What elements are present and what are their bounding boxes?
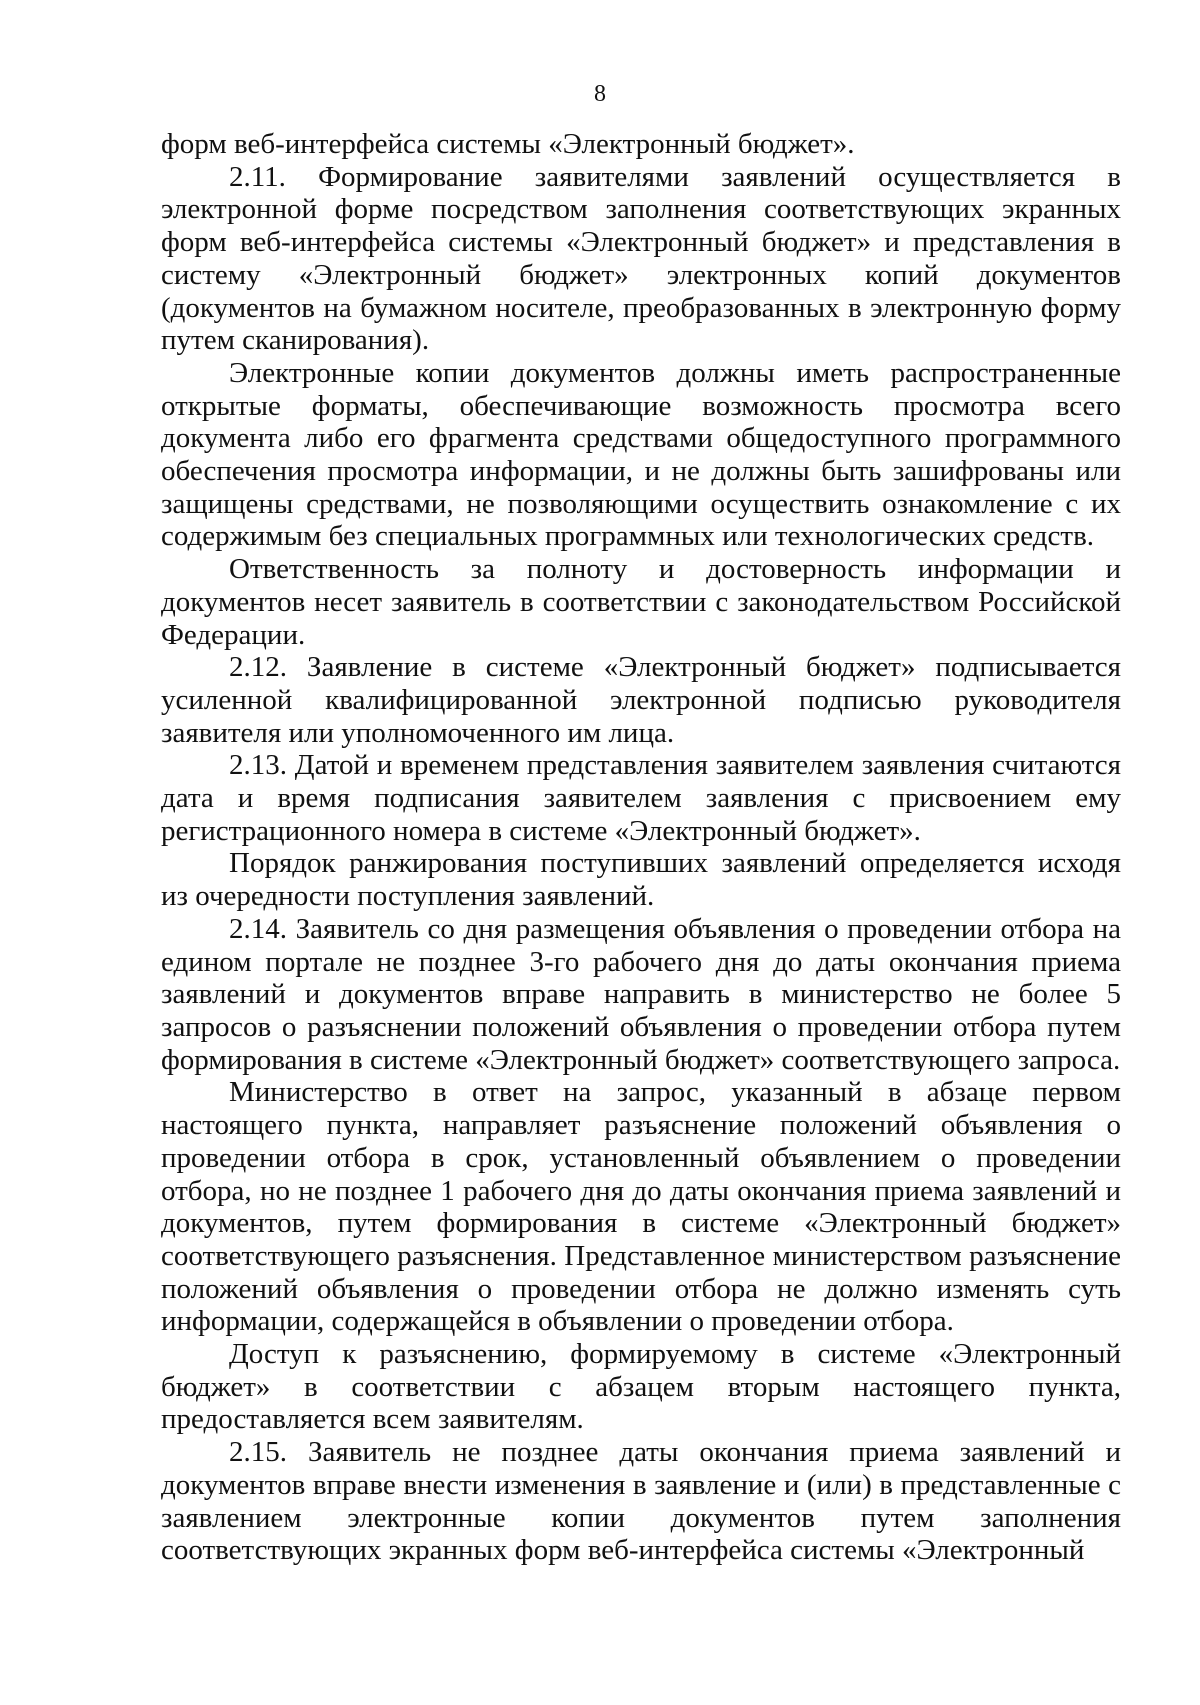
page-number: 8 [594, 81, 606, 107]
paragraph-2-11: 2.11. Формирование заявителями заявлений осуществляется в электронной форме посредством заполнения соответствующих экранных форм веб-интерфейса системы «Электронный бюджет» и представления в систему «Электронный бюджет» электронных копий документов (документов на бумажном носителе, преобразованных в электронную форму путем сканирования). [161, 160, 1121, 357]
paragraph-ministry-response: Министерство в ответ на запрос, указанный в абзаце первом настоящего пункта, направляет разъяснение положений объявления о проведении отбора в срок, установленный объявлением о проведении отбора, но не позднее 1 рабочего дня до даты окончания приема заявлений и документов, путем формирования в системе «Электронный бюджет» соответствующего разъяснения. Представленное министерством разъяснение положений объявления о проведении отбора не должно изменять суть информации, содержащейся в объявлении о проведении отбора. [161, 1076, 1121, 1338]
paragraph-continuation: форм веб-интерфейса системы «Электронный бюджет». [161, 128, 855, 160]
paragraph-access: Доступ к разъяснению, формируемому в системе «Электронный бюджет» в соответствии с абзацем вторым настоящего пункта, предоставляется всем заявителям. [161, 1338, 1121, 1436]
document-body [161, 128, 1121, 1567]
paragraph-2-14: 2.14. Заявитель со дня размещения объявления о проведении отбора на едином портале не позднее 3-го рабочего дня до даты окончания приема заявлений и документов вправе направить в министерство не более 5 запросов о разъяснении положений объявления о проведении отбора путем формирования в системе «Электронный бюджет» соответствующего запроса. [161, 912, 1121, 1076]
paragraph-ranking: Порядок ранжирования поступивших заявлений определяется исходя из очередности поступления заявлений. [161, 847, 1121, 913]
paragraph-2-15: 2.15. Заявитель не позднее даты окончания приема заявлений и документов вправе внести изменения в заявление и (или) в представленные с заявлением электронные копии документов путем заполнения соответствующих экранных форм веб-интерфейса системы «Электронный [161, 1436, 1121, 1567]
paragraph-2-13: 2.13. Датой и временем представления заявителем заявления считаются дата и время подписания заявителем заявления с присвоением ему регистрационного номера в системе «Электронный бюджет». [161, 749, 1121, 847]
paragraph-responsibility: Ответственность за полноту и достоверность информации и документов несет заявитель в соответствии с законодательством Российской Федерации. [161, 553, 1121, 651]
paragraph-electronic-copies: Электронные копии документов должны иметь распространенные открытые форматы, обеспечивающие возможность просмотра всего документа либо его фрагмента средствами общедоступного программного обеспечения просмотра информации, и не должны быть зашифрованы или защищены средствами, не позволяющими осуществить ознакомление с их содержимым без специальных программных или технологических средств. [161, 356, 1121, 553]
paragraph-2-12: 2.12. Заявление в системе «Электронный бюджет» подписывается усиленной квалифицированной электронной подписью руководителя заявителя или уполномоченного им лица. [161, 651, 1121, 749]
